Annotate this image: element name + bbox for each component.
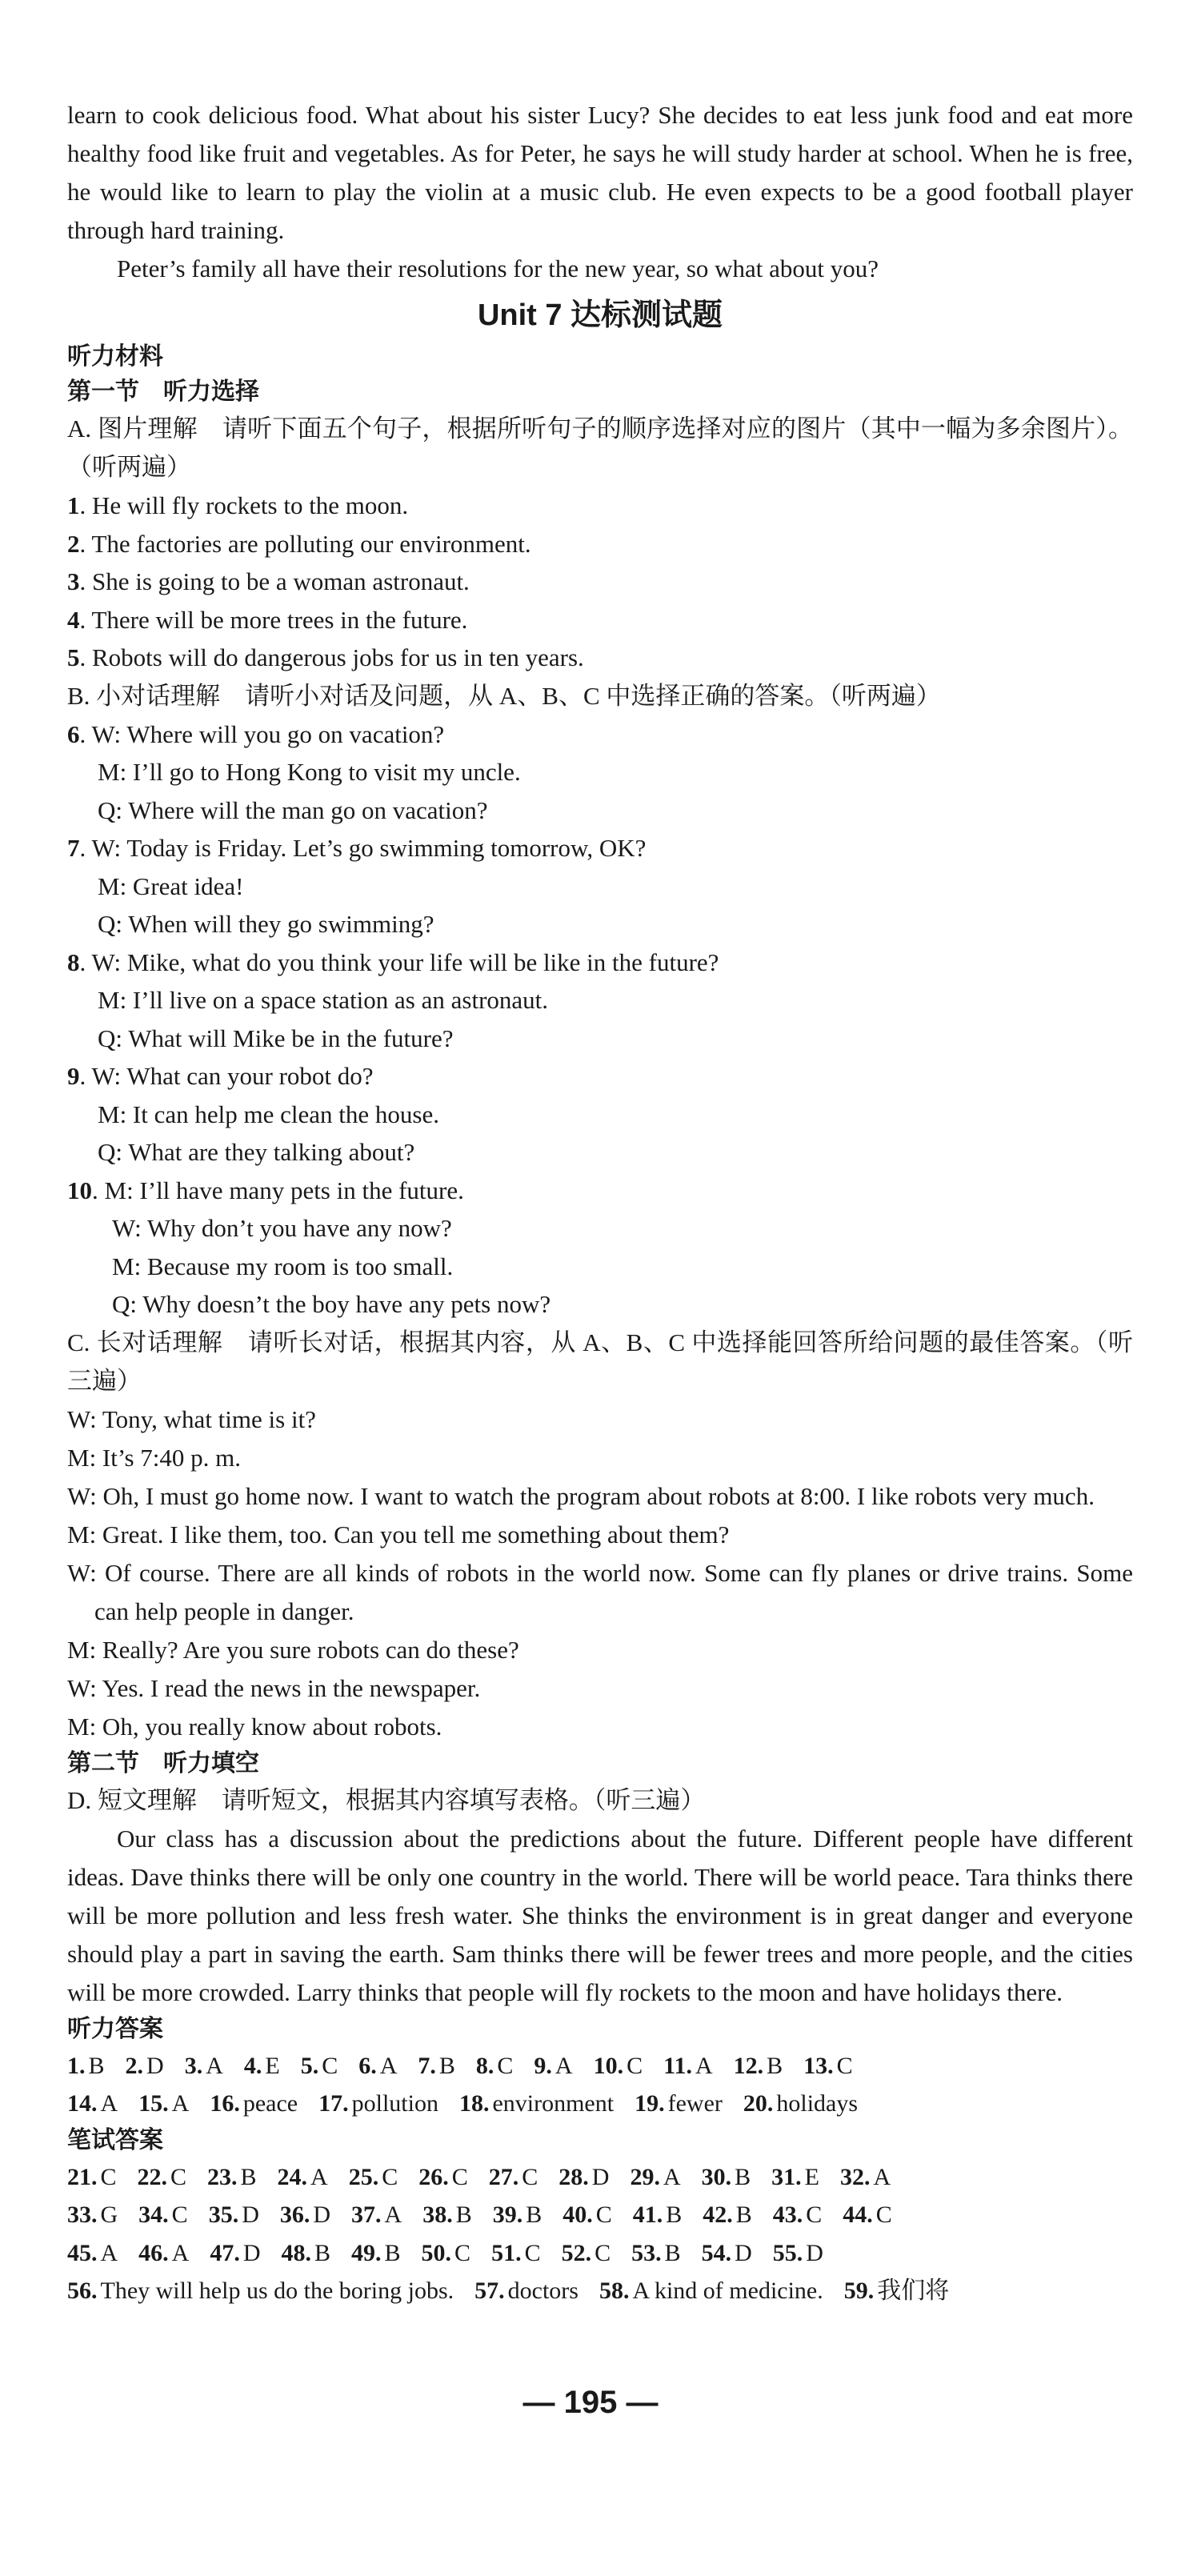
answer-item: 38. B (422, 2201, 472, 2228)
dialogue-8: 8. W: Mike, what do you think your life will be like in the future? M: I’ll live on a space station as an astronaut. Q: What will Mike be in the future? (67, 947, 719, 1052)
dialogue-6: 6. W: Where will you go on vacation? M: I’ll go to Hong Kong to visit my uncle. Q: Where will the man go on vacation? (67, 719, 521, 824)
dialogue-line: M: Great. I like them, too. Can you tell me something about them? (67, 1520, 730, 1548)
part-a-items (67, 487, 1133, 677)
part-c-instructions: C. 长对话理解 请听长对话，根据其内容，从 A、B、C 中选择能回答所给问题的最佳答案。（听三遍） (67, 1328, 1133, 1395)
answer-item: 50. C (421, 2239, 471, 2266)
answer-item: 45. A (67, 2239, 118, 2266)
listening-answers (67, 2047, 1133, 2123)
part-a-instructions: A. 图片理解 请听下面五个句子，根据所听句子的顺序选择对应的图片（其中一幅为多余图片）。（听两遍） (67, 415, 1133, 481)
answer-item: 12. B (733, 2052, 783, 2079)
list-item: 2. The factories are polluting our environment. (67, 529, 531, 558)
answer-item: 47. D (210, 2239, 261, 2266)
answer-item: 26. C (418, 2163, 468, 2190)
dialogue-10: 10. M: I’ll have many pets in the future. W: Why don’t you have any now? M: Because my room is too small. Q: Why doesn’t the boy have any pets now? (67, 1176, 551, 1318)
section1-heading: 第一节 听力选择 (67, 379, 259, 405)
answer-item: 58. A kind of medicine. (599, 2278, 823, 2304)
list-item: 5. Robots will do dangerous jobs for us in ten years. (67, 643, 584, 671)
dialogue-line: W: Oh, I must go home now. I want to watch the program about robots at 8:00. I like robots very much. (67, 1481, 1095, 1510)
dialogue-line: M: It’s 7:40 p. m. (67, 1443, 242, 1472)
answer-item: 48. B (281, 2239, 331, 2266)
answer-item: 1. B (67, 2052, 105, 2079)
answer-item: 39. B (492, 2201, 542, 2228)
long-dialogue (67, 1400, 1133, 1746)
answer-item: 36. D (279, 2201, 331, 2228)
answer-item: 59. 我们将 (843, 2278, 950, 2304)
section2-heading: 第二节 听力填空 (67, 1749, 259, 1777)
part-d-instructions: D. 短文理解 请听短文，根据其内容填写表格。（听三遍） (67, 1785, 706, 1814)
answer-row (67, 2047, 1133, 2085)
answer-item: 40. C (562, 2201, 612, 2228)
answer-item: 44. C (843, 2201, 892, 2228)
answer-item: 31. E (771, 2163, 819, 2190)
answer-item: 28. D (558, 2163, 610, 2190)
answer-item: 51. C (491, 2239, 541, 2266)
answer-item: 16. peace (210, 2090, 298, 2117)
answer-item: 21. C (67, 2163, 117, 2190)
answer-item: 33. G (67, 2201, 118, 2228)
answer-item: 7. B (418, 2052, 455, 2079)
answer-item: 56. They will help us do the boring jobs. (67, 2278, 454, 2304)
answer-item: 19. fewer (635, 2090, 723, 2117)
answer-item: 54. D (701, 2239, 752, 2266)
answer-item: 41. B (632, 2201, 683, 2228)
written-answers-label: 笔试答案 (67, 2126, 163, 2153)
answer-item: 25. C (348, 2163, 398, 2190)
list-item: 1. He will fly rockets to the moon. (67, 491, 409, 519)
answer-item: 29. A (630, 2163, 681, 2190)
answer-item: 24. A (277, 2163, 328, 2190)
listening-label: 听力材料 (67, 343, 163, 370)
answer-item: 53. B (631, 2239, 681, 2266)
answer-item: 52. C (561, 2239, 611, 2266)
dialogue-7: 7. W: Today is Friday. Let’s go swimming tomorrow, OK? M: Great idea! Q: When will they go swimming? (67, 834, 647, 938)
listening-answers-label: 听力答案 (67, 2015, 163, 2042)
answer-item: 43. C (772, 2201, 823, 2228)
answer-row (67, 2196, 1133, 2234)
answer-item: 15. A (138, 2090, 190, 2117)
answer-item: 46. A (138, 2239, 190, 2266)
intro-paragraph: learn to cook delicious food. What about his sister Lucy? She decides to eat less junk food and eat more healthy food like fruit and vegetables. As for Peter, he says he will study harder at school. When he is free, he would like to learn to play the violin at a music club. He even expects to be a good football player through hard training. (67, 101, 1133, 244)
answer-item: 13. C (803, 2052, 853, 2079)
dialogue-9: 9. W: What can your robot do? M: It can help me clean the house. Q: What are they talking about? (67, 1062, 439, 1166)
answer-item: 34. C (138, 2201, 188, 2228)
answer-item: 23. B (207, 2163, 257, 2190)
unit-title: Unit 7 达标测试题 (477, 298, 723, 332)
answer-item: 5. C (300, 2052, 338, 2079)
answer-item: 35. D (208, 2201, 259, 2228)
answer-item: 10. C (593, 2052, 643, 2079)
answer-row (67, 2234, 1133, 2273)
list-item: 3. She is going to be a woman astronaut. (67, 567, 470, 595)
listening-passage: Our class has a discussion about the predictions about the future. Different people have different ideas. Dave thinks there will be only one country in the world. There will be world peace. Tara thinks there will be more pollution and less fresh water. She thinks the environment is in great danger and everyone should play a part in saving the earth. Sam thinks there will be fewer trees and more people, and the cities will be more crowded. Larry thinks that people will fly rockets to the moon and have holidays there. (67, 1824, 1133, 2006)
dialogue-line: M: Oh, you really know about robots. (67, 1712, 442, 1741)
part-b-instructions: B. 小对话理解 请听小对话及问题，从 A、B、C 中选择正确的答案。（听两遍） (67, 681, 941, 710)
answer-item: 17. pollution (318, 2090, 438, 2117)
answer-item: 49. B (351, 2239, 401, 2266)
answer-item: 20. holidays (743, 2090, 859, 2117)
dialogue-line: M: Really? Are you sure robots can do these? (67, 1635, 519, 1664)
dialogue-line: W: Of course. There are all kinds of robots in the world now. Some can fly planes or drive trains. Some can help people in danger. (67, 1558, 1133, 1625)
intro-closing: Peter’s family all have their resolutions for the new year, so what about you? (117, 254, 879, 282)
answer-item: 22. C (137, 2163, 187, 2190)
answer-item: 2. D (125, 2052, 164, 2079)
answer-item: 27. C (488, 2163, 538, 2190)
dialogue-line: W: Yes. I read the news in the newspaper. (67, 1673, 481, 1702)
list-item: 4. There will be more trees in the future. (67, 605, 468, 634)
answer-row (67, 2085, 1133, 2123)
answer-item: 30. B (701, 2163, 751, 2190)
answer-item: 6. A (358, 2052, 398, 2079)
answer-row (67, 2158, 1133, 2197)
answer-item: 55. D (772, 2239, 823, 2266)
answer-item: 32. A (839, 2163, 891, 2190)
answer-row (67, 2272, 1133, 2310)
page-number: — 195 — (522, 2385, 659, 2420)
answer-item: 37. A (351, 2201, 402, 2228)
answer-item: 18. environment (458, 2090, 615, 2117)
answer-item: 57. doctors (474, 2278, 578, 2304)
answer-item: 3. A (184, 2052, 223, 2079)
answer-item: 4. E (243, 2052, 280, 2079)
answer-item: 9. A (534, 2052, 573, 2079)
written-answers (67, 2158, 1133, 2310)
answer-item: 8. C (475, 2052, 514, 2079)
answer-item: 14. A (67, 2090, 118, 2117)
answer-item: 42. B (703, 2201, 752, 2228)
answer-item: 11. A (663, 2052, 713, 2079)
dialogue-line: W: Tony, what time is it? (67, 1404, 316, 1433)
